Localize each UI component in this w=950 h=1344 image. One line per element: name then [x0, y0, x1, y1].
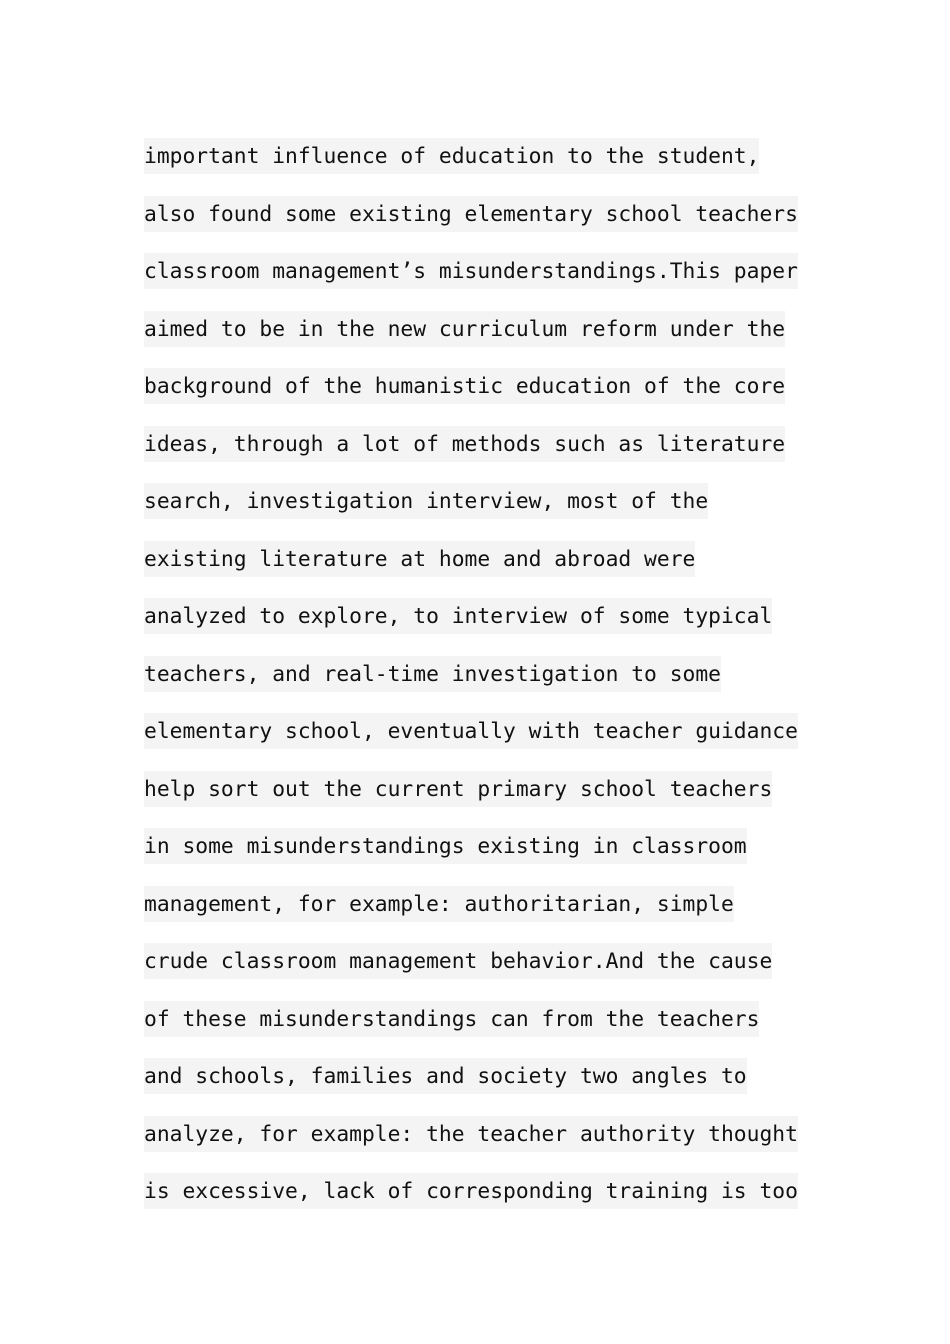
body-text [144, 128, 824, 1221]
text-line-content: ideas, through a lot of methods such as literature [144, 426, 785, 462]
text-line-content: background of the humanistic education of the core [144, 368, 785, 404]
text-line [144, 703, 824, 761]
text-line-content: also found some existing elementary school teachers [144, 196, 798, 232]
text-line-content: in some misunderstandings existing in classroom [144, 828, 747, 864]
text-line-content: elementary school, eventually with teacher guidance [144, 713, 798, 749]
text-line [144, 933, 824, 991]
text-line [144, 1163, 824, 1221]
text-line [144, 588, 824, 646]
text-line [144, 531, 824, 589]
text-line-content: search, investigation interview, most of the [144, 483, 708, 519]
text-line [144, 1106, 824, 1164]
text-line-content: existing literature at home and abroad were [144, 541, 695, 577]
text-line [144, 128, 824, 186]
text-line-content: analyzed to explore, to interview of some typical [144, 598, 772, 634]
text-line [144, 876, 824, 934]
text-line-content: is excessive, lack of corresponding training is too [144, 1173, 798, 1209]
text-line-content: classroom management’s misunderstandings.This paper [144, 253, 798, 289]
text-line-content: aimed to be in the new curriculum reform under the [144, 311, 785, 347]
text-line [144, 301, 824, 359]
text-line-content: management, for example: authoritarian, simple [144, 886, 734, 922]
text-line-content: crude classroom management behavior.And the cause [144, 943, 772, 979]
text-line [144, 818, 824, 876]
text-line [144, 186, 824, 244]
text-line [144, 991, 824, 1049]
text-line [144, 1048, 824, 1106]
text-line-content: teachers, and real-time investigation to some [144, 656, 721, 692]
text-line-content: important influence of education to the student, [144, 138, 759, 174]
text-line [144, 243, 824, 301]
text-line [144, 358, 824, 416]
text-line-content: of these misunderstandings can from the teachers [144, 1001, 759, 1037]
text-line [144, 416, 824, 474]
text-line [144, 761, 824, 819]
text-line-content: analyze, for example: the teacher authority thought [144, 1116, 798, 1152]
text-line-content: help sort out the current primary school teachers [144, 771, 772, 807]
text-line-content: and schools, families and society two angles to [144, 1058, 747, 1094]
text-line [144, 646, 824, 704]
text-line [144, 473, 824, 531]
